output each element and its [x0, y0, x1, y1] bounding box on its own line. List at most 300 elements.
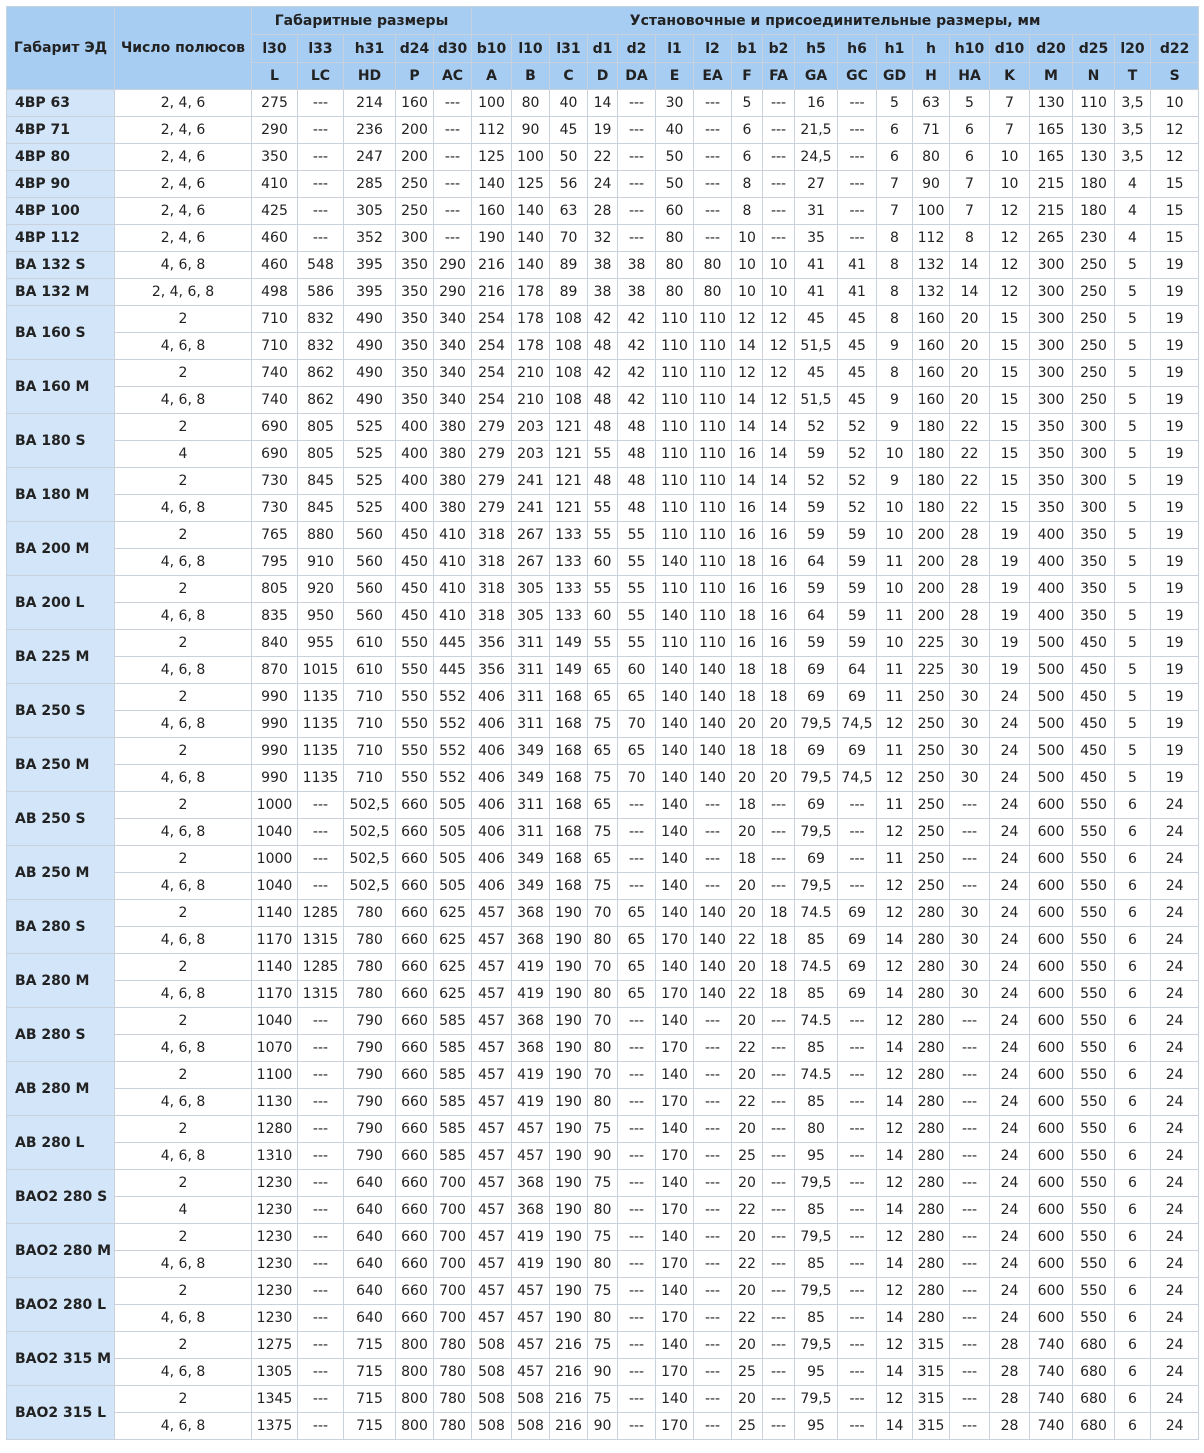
- value-cell: 502,5: [344, 792, 396, 819]
- value-cell: 550: [396, 630, 434, 657]
- value-cell: 349: [512, 738, 550, 765]
- value-cell: 990: [252, 765, 298, 792]
- value-cell: 6: [1115, 1170, 1151, 1197]
- value-cell: 5: [1115, 738, 1151, 765]
- poles-cell: 2: [115, 792, 252, 819]
- value-cell: 710: [344, 684, 396, 711]
- value-cell: 8: [732, 198, 763, 225]
- value-cell: 69: [838, 900, 877, 927]
- value-cell: 190: [550, 1224, 588, 1251]
- value-cell: 55: [588, 441, 618, 468]
- value-cell: 95: [795, 1143, 838, 1170]
- value-cell: 160: [472, 198, 512, 225]
- value-cell: 178: [512, 306, 550, 333]
- value-cell: 24: [990, 1278, 1030, 1305]
- value-cell: ---: [434, 144, 472, 171]
- header-group-overall: Габаритные размеры: [252, 7, 472, 35]
- value-cell: 133: [550, 603, 588, 630]
- value-cell: ---: [950, 1035, 990, 1062]
- value-cell: 16: [732, 630, 763, 657]
- value-cell: 5: [1115, 711, 1151, 738]
- value-cell: 350: [1030, 441, 1073, 468]
- value-cell: 48: [588, 333, 618, 360]
- value-cell: 780: [434, 1386, 472, 1413]
- value-cell: 840: [252, 630, 298, 657]
- value-cell: 12: [877, 1224, 913, 1251]
- value-cell: 20: [732, 900, 763, 927]
- value-cell: ---: [618, 873, 656, 900]
- value-cell: 356: [472, 657, 512, 684]
- value-cell: ---: [694, 1332, 732, 1359]
- table-row: [7, 684, 1199, 711]
- value-cell: 24: [990, 954, 1030, 981]
- value-cell: 140: [512, 225, 550, 252]
- value-cell: 79,5: [795, 1332, 838, 1359]
- value-cell: 955: [298, 630, 344, 657]
- value-cell: 22: [732, 1305, 763, 1332]
- value-cell: 80: [656, 225, 694, 252]
- value-cell: 50: [656, 171, 694, 198]
- value-cell: 225: [913, 657, 950, 684]
- value-cell: 400: [1030, 576, 1073, 603]
- size-cell: АВ 250 S: [7, 792, 115, 846]
- value-cell: 550: [396, 657, 434, 684]
- value-cell: 740: [1030, 1413, 1073, 1440]
- value-cell: 7: [990, 90, 1030, 117]
- value-cell: 990: [252, 738, 298, 765]
- value-cell: 19: [1151, 738, 1199, 765]
- value-cell: 300: [1073, 468, 1115, 495]
- table-row: [7, 981, 1199, 1008]
- value-cell: 950: [298, 603, 344, 630]
- value-cell: ---: [694, 90, 732, 117]
- value-cell: 311: [512, 684, 550, 711]
- value-cell: 190: [550, 927, 588, 954]
- size-cell: ВА 160 S: [7, 306, 115, 360]
- value-cell: 730: [252, 468, 298, 495]
- value-cell: 311: [512, 819, 550, 846]
- value-cell: 24: [1151, 792, 1199, 819]
- header-code: h5: [795, 35, 838, 63]
- value-cell: 625: [434, 954, 472, 981]
- value-cell: 600: [1030, 1197, 1073, 1224]
- value-cell: 42: [618, 387, 656, 414]
- value-cell: 19: [1151, 306, 1199, 333]
- value-cell: 11: [877, 792, 913, 819]
- value-cell: 24: [990, 900, 1030, 927]
- value-cell: 35: [795, 225, 838, 252]
- value-cell: 30: [950, 954, 990, 981]
- value-cell: 75: [588, 1224, 618, 1251]
- value-cell: 625: [434, 981, 472, 1008]
- value-cell: 41: [795, 279, 838, 306]
- value-cell: 6: [1115, 1008, 1151, 1035]
- value-cell: 69: [795, 792, 838, 819]
- poles-cell: 2: [115, 738, 252, 765]
- value-cell: 680: [1073, 1332, 1115, 1359]
- value-cell: 5: [1115, 495, 1151, 522]
- value-cell: 550: [396, 711, 434, 738]
- value-cell: 805: [298, 414, 344, 441]
- value-cell: 6: [732, 144, 763, 171]
- value-cell: 12: [877, 954, 913, 981]
- value-cell: 15: [990, 495, 1030, 522]
- value-cell: 1315: [298, 927, 344, 954]
- value-cell: 168: [550, 792, 588, 819]
- value-cell: ---: [298, 1386, 344, 1413]
- value-cell: 508: [472, 1332, 512, 1359]
- value-cell: 19: [1151, 252, 1199, 279]
- value-cell: 64: [795, 549, 838, 576]
- value-cell: ---: [694, 144, 732, 171]
- value-cell: 368: [512, 900, 550, 927]
- value-cell: 12: [990, 252, 1030, 279]
- value-cell: 425: [252, 198, 298, 225]
- value-cell: 525: [344, 441, 396, 468]
- table-row: [7, 1359, 1199, 1386]
- value-cell: 660: [396, 792, 434, 819]
- value-cell: 8: [877, 225, 913, 252]
- value-cell: 11: [877, 549, 913, 576]
- value-cell: 140: [512, 252, 550, 279]
- value-cell: 1040: [252, 1008, 298, 1035]
- value-cell: 30: [950, 927, 990, 954]
- value-cell: ---: [694, 1062, 732, 1089]
- value-cell: ---: [838, 1116, 877, 1143]
- value-cell: 20: [732, 711, 763, 738]
- value-cell: 1170: [252, 927, 298, 954]
- table-row: [7, 873, 1199, 900]
- value-cell: 12: [732, 306, 763, 333]
- header-letter: LC: [298, 63, 344, 90]
- value-cell: 12: [877, 1170, 913, 1197]
- value-cell: 6: [1115, 1116, 1151, 1143]
- value-cell: ---: [838, 1143, 877, 1170]
- poles-cell: 2: [115, 1224, 252, 1251]
- value-cell: 790: [344, 1062, 396, 1089]
- value-cell: 170: [656, 1035, 694, 1062]
- value-cell: 8: [950, 225, 990, 252]
- value-cell: 14: [732, 468, 763, 495]
- value-cell: 790: [344, 1089, 396, 1116]
- value-cell: 89: [550, 252, 588, 279]
- value-cell: 710: [344, 738, 396, 765]
- value-cell: 24: [990, 846, 1030, 873]
- poles-cell: 2, 4, 6, 8: [115, 279, 252, 306]
- value-cell: ---: [950, 873, 990, 900]
- value-cell: 406: [472, 765, 512, 792]
- value-cell: ---: [763, 1143, 795, 1170]
- value-cell: 216: [550, 1332, 588, 1359]
- value-cell: 12: [877, 873, 913, 900]
- value-cell: 990: [252, 711, 298, 738]
- value-cell: 215: [1030, 198, 1073, 225]
- value-cell: 368: [512, 927, 550, 954]
- value-cell: 350: [1030, 468, 1073, 495]
- table-row: [7, 576, 1199, 603]
- value-cell: 550: [1073, 1251, 1115, 1278]
- value-cell: 498: [252, 279, 298, 306]
- value-cell: 280: [913, 1143, 950, 1170]
- value-cell: 780: [344, 981, 396, 1008]
- value-cell: 550: [396, 765, 434, 792]
- value-cell: ---: [838, 819, 877, 846]
- value-cell: ---: [763, 1008, 795, 1035]
- value-cell: ---: [763, 198, 795, 225]
- value-cell: ---: [763, 1332, 795, 1359]
- value-cell: 660: [396, 981, 434, 1008]
- value-cell: ---: [618, 792, 656, 819]
- poles-cell: 4, 6, 8: [115, 495, 252, 522]
- value-cell: 75: [588, 1386, 618, 1413]
- value-cell: ---: [950, 1143, 990, 1170]
- value-cell: 12: [877, 1116, 913, 1143]
- value-cell: 24: [990, 819, 1030, 846]
- value-cell: 24: [1151, 1224, 1199, 1251]
- value-cell: 1135: [298, 738, 344, 765]
- value-cell: 24: [1151, 1143, 1199, 1170]
- value-cell: 835: [252, 603, 298, 630]
- value-cell: 160: [913, 306, 950, 333]
- value-cell: 41: [838, 252, 877, 279]
- value-cell: 250: [1073, 333, 1115, 360]
- value-cell: 20: [732, 765, 763, 792]
- value-cell: 22: [732, 1035, 763, 1062]
- value-cell: 350: [252, 144, 298, 171]
- value-cell: 457: [472, 1116, 512, 1143]
- value-cell: 100: [913, 198, 950, 225]
- value-cell: 406: [472, 792, 512, 819]
- value-cell: 419: [512, 1062, 550, 1089]
- value-cell: 18: [732, 549, 763, 576]
- value-cell: 70: [588, 954, 618, 981]
- value-cell: 22: [732, 1197, 763, 1224]
- value-cell: 690: [252, 441, 298, 468]
- value-cell: 25: [732, 1413, 763, 1440]
- value-cell: 406: [472, 873, 512, 900]
- table-row: [7, 603, 1199, 630]
- value-cell: 70: [618, 711, 656, 738]
- header-code: b2: [763, 35, 795, 63]
- value-cell: 31: [795, 198, 838, 225]
- table-row: [7, 198, 1199, 225]
- value-cell: ---: [298, 198, 344, 225]
- value-cell: 19: [1151, 765, 1199, 792]
- value-cell: 18: [732, 603, 763, 630]
- value-cell: ---: [950, 1089, 990, 1116]
- value-cell: 450: [1073, 630, 1115, 657]
- header-code: l33: [298, 35, 344, 63]
- value-cell: ---: [838, 225, 877, 252]
- value-cell: 80: [913, 144, 950, 171]
- header-letter: D: [588, 63, 618, 90]
- value-cell: 740: [1030, 1332, 1073, 1359]
- value-cell: 40: [550, 90, 588, 117]
- value-cell: 600: [1030, 873, 1073, 900]
- size-cell: ВА 280 M: [7, 954, 115, 1008]
- value-cell: 505: [434, 819, 472, 846]
- value-cell: 560: [344, 603, 396, 630]
- table-body: [7, 90, 1199, 1440]
- value-cell: 525: [344, 414, 396, 441]
- header-letter: M: [1030, 63, 1073, 90]
- value-cell: 600: [1030, 1143, 1073, 1170]
- value-cell: 110: [694, 468, 732, 495]
- value-cell: 20: [950, 360, 990, 387]
- value-cell: 30: [950, 711, 990, 738]
- value-cell: 12: [763, 360, 795, 387]
- value-cell: 280: [913, 900, 950, 927]
- value-cell: 20: [732, 1278, 763, 1305]
- value-cell: 600: [1030, 1170, 1073, 1197]
- value-cell: 715: [344, 1359, 396, 1386]
- table-row: [7, 549, 1199, 576]
- value-cell: 279: [472, 468, 512, 495]
- poles-cell: 4, 6, 8: [115, 387, 252, 414]
- value-cell: 75: [588, 1278, 618, 1305]
- value-cell: 640: [344, 1197, 396, 1224]
- value-cell: ---: [298, 117, 344, 144]
- value-cell: 60: [588, 603, 618, 630]
- value-cell: 7: [877, 171, 913, 198]
- value-cell: 110: [656, 495, 694, 522]
- table-row: [7, 927, 1199, 954]
- value-cell: 1000: [252, 792, 298, 819]
- header-letter: EA: [694, 63, 732, 90]
- value-cell: 457: [512, 1278, 550, 1305]
- value-cell: 140: [656, 1008, 694, 1035]
- value-cell: 410: [434, 549, 472, 576]
- value-cell: 45: [550, 117, 588, 144]
- value-cell: 14: [588, 90, 618, 117]
- value-cell: 700: [434, 1251, 472, 1278]
- value-cell: 508: [512, 1413, 550, 1440]
- value-cell: 457: [472, 1089, 512, 1116]
- value-cell: 600: [1030, 1251, 1073, 1278]
- table-row: [7, 414, 1199, 441]
- value-cell: 32: [588, 225, 618, 252]
- value-cell: 110: [694, 630, 732, 657]
- value-cell: 550: [1073, 1143, 1115, 1170]
- value-cell: ---: [694, 1143, 732, 1170]
- value-cell: 110: [694, 441, 732, 468]
- value-cell: 20: [732, 1062, 763, 1089]
- value-cell: 140: [656, 1278, 694, 1305]
- value-cell: 10: [990, 144, 1030, 171]
- value-cell: 1100: [252, 1062, 298, 1089]
- value-cell: 1015: [298, 657, 344, 684]
- value-cell: 8: [877, 252, 913, 279]
- value-cell: 42: [618, 333, 656, 360]
- value-cell: 38: [588, 279, 618, 306]
- value-cell: 20: [950, 387, 990, 414]
- value-cell: 280: [913, 981, 950, 1008]
- value-cell: 140: [694, 927, 732, 954]
- value-cell: 1230: [252, 1170, 298, 1197]
- value-cell: ---: [618, 846, 656, 873]
- size-cell: ВАО2 315 M: [7, 1332, 115, 1386]
- value-cell: ---: [618, 1278, 656, 1305]
- value-cell: 318: [472, 522, 512, 549]
- value-cell: 6: [1115, 1143, 1151, 1170]
- value-cell: 24: [990, 765, 1030, 792]
- value-cell: 74.5: [795, 954, 838, 981]
- value-cell: 14: [763, 414, 795, 441]
- value-cell: 660: [396, 873, 434, 900]
- value-cell: 280: [913, 1062, 950, 1089]
- value-cell: 350: [1073, 603, 1115, 630]
- value-cell: 69: [838, 684, 877, 711]
- value-cell: 457: [512, 1359, 550, 1386]
- value-cell: 419: [512, 981, 550, 1008]
- value-cell: 490: [344, 333, 396, 360]
- value-cell: 6: [1115, 1359, 1151, 1386]
- value-cell: 215: [1030, 171, 1073, 198]
- value-cell: 585: [434, 1008, 472, 1035]
- value-cell: 140: [656, 549, 694, 576]
- value-cell: 64: [795, 603, 838, 630]
- value-cell: 140: [656, 765, 694, 792]
- poles-cell: 2, 4, 6: [115, 144, 252, 171]
- value-cell: 832: [298, 333, 344, 360]
- value-cell: 140: [694, 711, 732, 738]
- value-cell: 59: [838, 576, 877, 603]
- value-cell: 406: [472, 846, 512, 873]
- value-cell: 710: [252, 333, 298, 360]
- value-cell: 18: [732, 846, 763, 873]
- value-cell: ---: [434, 225, 472, 252]
- value-cell: 24: [588, 171, 618, 198]
- value-cell: 585: [434, 1062, 472, 1089]
- value-cell: 55: [618, 603, 656, 630]
- value-cell: 19: [1151, 360, 1199, 387]
- value-cell: 400: [1030, 603, 1073, 630]
- value-cell: ---: [694, 1008, 732, 1035]
- poles-cell: 2: [115, 468, 252, 495]
- value-cell: 80: [588, 1035, 618, 1062]
- value-cell: 16: [732, 441, 763, 468]
- value-cell: 80: [694, 252, 732, 279]
- value-cell: ---: [763, 171, 795, 198]
- value-cell: ---: [618, 1251, 656, 1278]
- value-cell: ---: [763, 117, 795, 144]
- value-cell: 1285: [298, 954, 344, 981]
- value-cell: 24: [1151, 1089, 1199, 1116]
- value-cell: 640: [344, 1305, 396, 1332]
- header-code: h31: [344, 35, 396, 63]
- value-cell: ---: [618, 1386, 656, 1413]
- value-cell: 552: [434, 738, 472, 765]
- value-cell: 22: [732, 981, 763, 1008]
- value-cell: 311: [512, 630, 550, 657]
- header-letter: S: [1151, 63, 1199, 90]
- value-cell: 16: [763, 576, 795, 603]
- table-row: [7, 711, 1199, 738]
- value-cell: 19: [1151, 657, 1199, 684]
- value-cell: 5: [1115, 441, 1151, 468]
- value-cell: ---: [950, 792, 990, 819]
- value-cell: 368: [512, 1197, 550, 1224]
- table-row: [7, 1116, 1199, 1143]
- value-cell: ---: [950, 1062, 990, 1089]
- value-cell: 19: [1151, 468, 1199, 495]
- value-cell: 60: [618, 657, 656, 684]
- table-row: [7, 1197, 1199, 1224]
- value-cell: 20: [732, 1386, 763, 1413]
- value-cell: 216: [550, 1413, 588, 1440]
- value-cell: 140: [656, 657, 694, 684]
- value-cell: 59: [838, 549, 877, 576]
